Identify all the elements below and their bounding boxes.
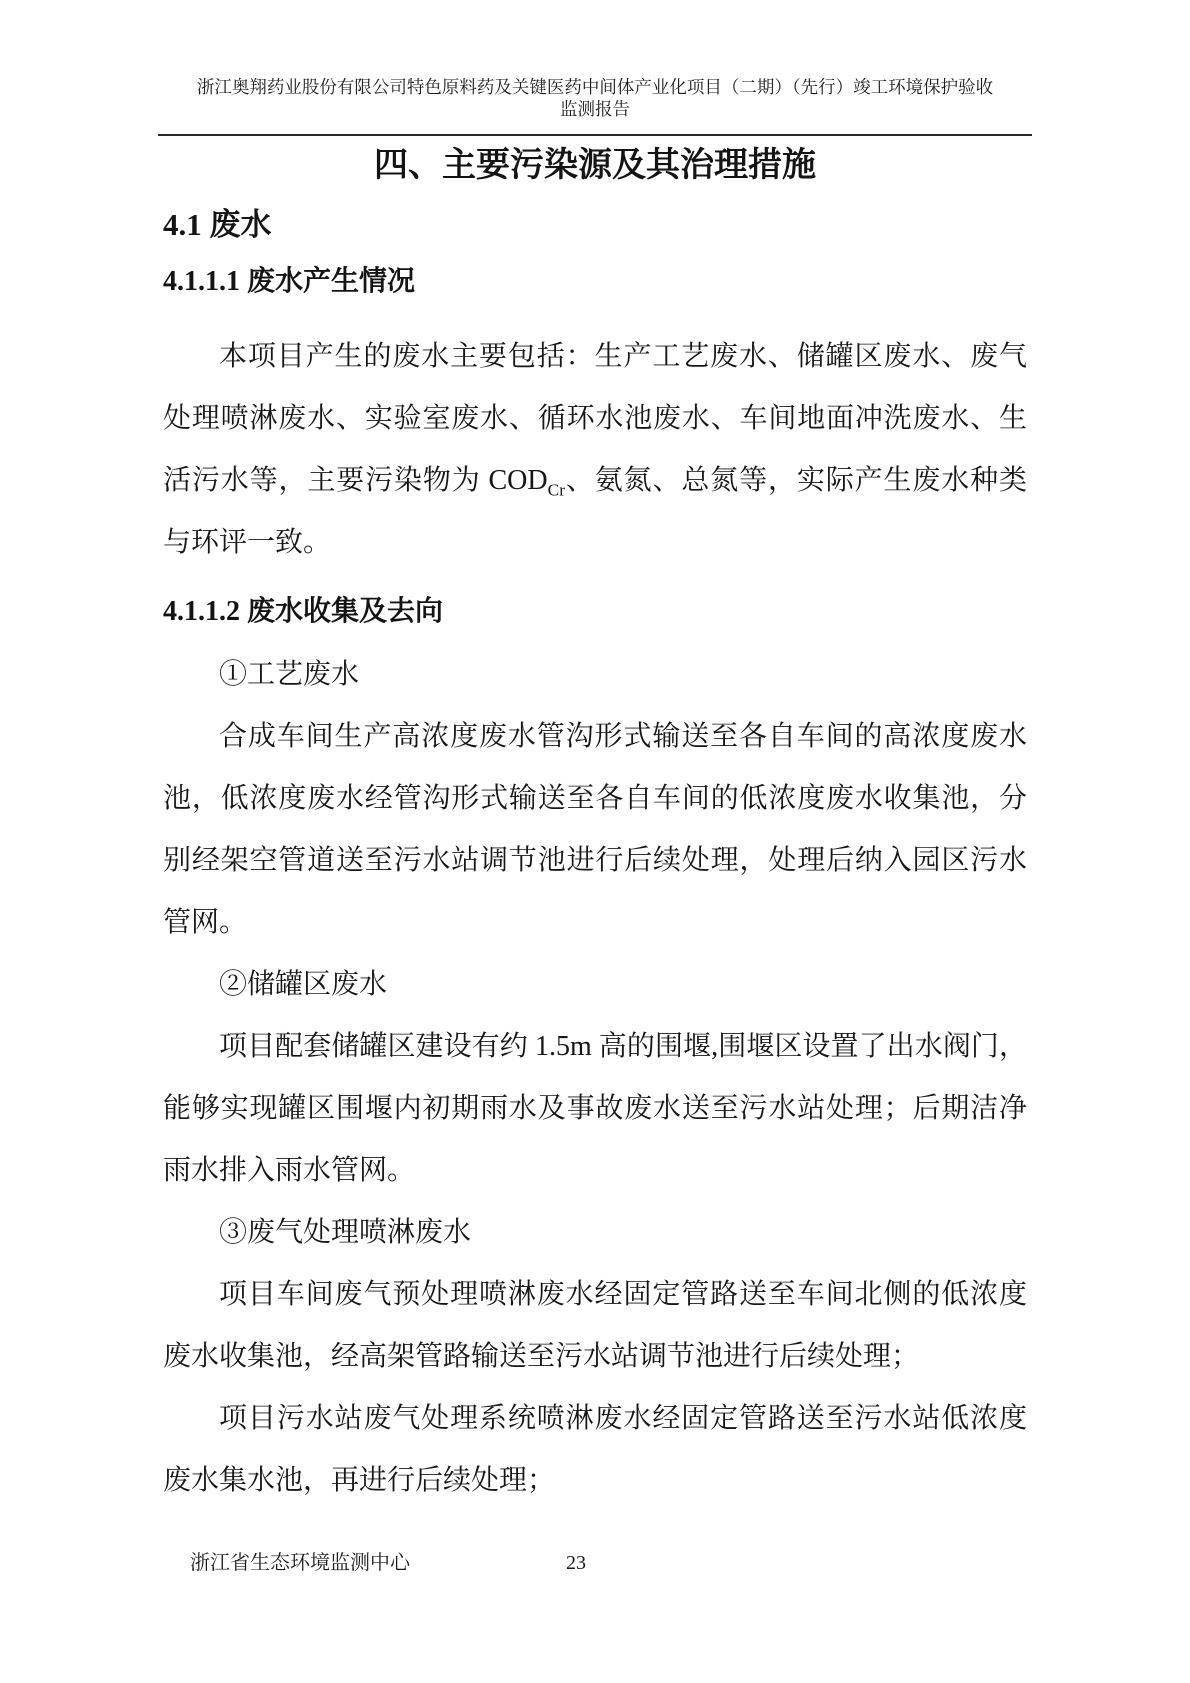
header-title-line2: 监测报告: [560, 99, 630, 119]
footer-page-number: 23: [566, 1552, 586, 1574]
section-heading-4-1: 4.1 废水: [163, 207, 272, 242]
cod-cr-subscript: Cr: [547, 480, 565, 500]
subsection-heading-4-1-1-2: 4.1.1.2 废水收集及去向: [163, 596, 444, 627]
page-footer: [0, 1550, 1190, 1576]
page-header: [163, 76, 1027, 136]
header-title-line1: 浙江奥翔药业股份有限公司特色原料药及关键医药中间体产业化项目（二期）（先行）竣工环境保护验收: [196, 77, 994, 97]
subsection-heading-4-1-1-1: 4.1.1.1 废水产生情况: [163, 266, 416, 297]
item-3-label: ③废气处理喷淋废水: [219, 1217, 472, 1248]
collection-items-block: [163, 644, 1027, 1512]
footer-organization: 浙江省生态环境监测中心: [190, 1552, 410, 1574]
overview-text-before-subscript: 本项目产生的废水主要包括：生产工艺废水、储罐区废水、废气处理喷淋废水、实验室废水、循环水池废水、车间地面冲洗废水、生活污水等，主要污染物为 COD: [163, 341, 1027, 496]
item-1-paragraph: 合成车间生产高浓度废水管沟形式输送至各自车间的高浓度废水池，低浓度废水经管沟形式输送至各自车间的低浓度废水收集池，分别经架空管道送至污水站调节池进行后续处理，处理后纳入园区污水管网。: [163, 721, 1027, 938]
paragraph-wastewater-overview: [163, 326, 1027, 574]
item-3-paragraph-2: 项目污水站废气处理系统喷淋废水经固定管路送至污水站低浓度废水集水池，再进行后续处理；: [163, 1403, 1027, 1496]
item-3-paragraph-1: 项目车间废气预处理喷淋废水经固定管路送至车间北侧的低浓度废水收集池，经高架管路输送至污水站调节池进行后续处理；: [163, 1279, 1027, 1372]
item-1-label: ①工艺废水: [219, 659, 360, 690]
chapter-title: 四、主要污染源及其治理措施: [374, 147, 816, 184]
overview-text-after-subscript: 、氨氮、总氮等，实际产生废水种类与环评一致。: [163, 465, 1027, 558]
header-rule: [158, 134, 1032, 136]
item-2-paragraph: 项目配套储罐区建设有约 1.5m 高的围堰,围堰区设置了出水阀门，能够实现罐区围堰内初期雨水及事故废水送至污水站处理；后期洁净雨水排入雨水管网。: [163, 1031, 1027, 1186]
item-2-label: ②储罐区废水: [219, 969, 388, 1000]
